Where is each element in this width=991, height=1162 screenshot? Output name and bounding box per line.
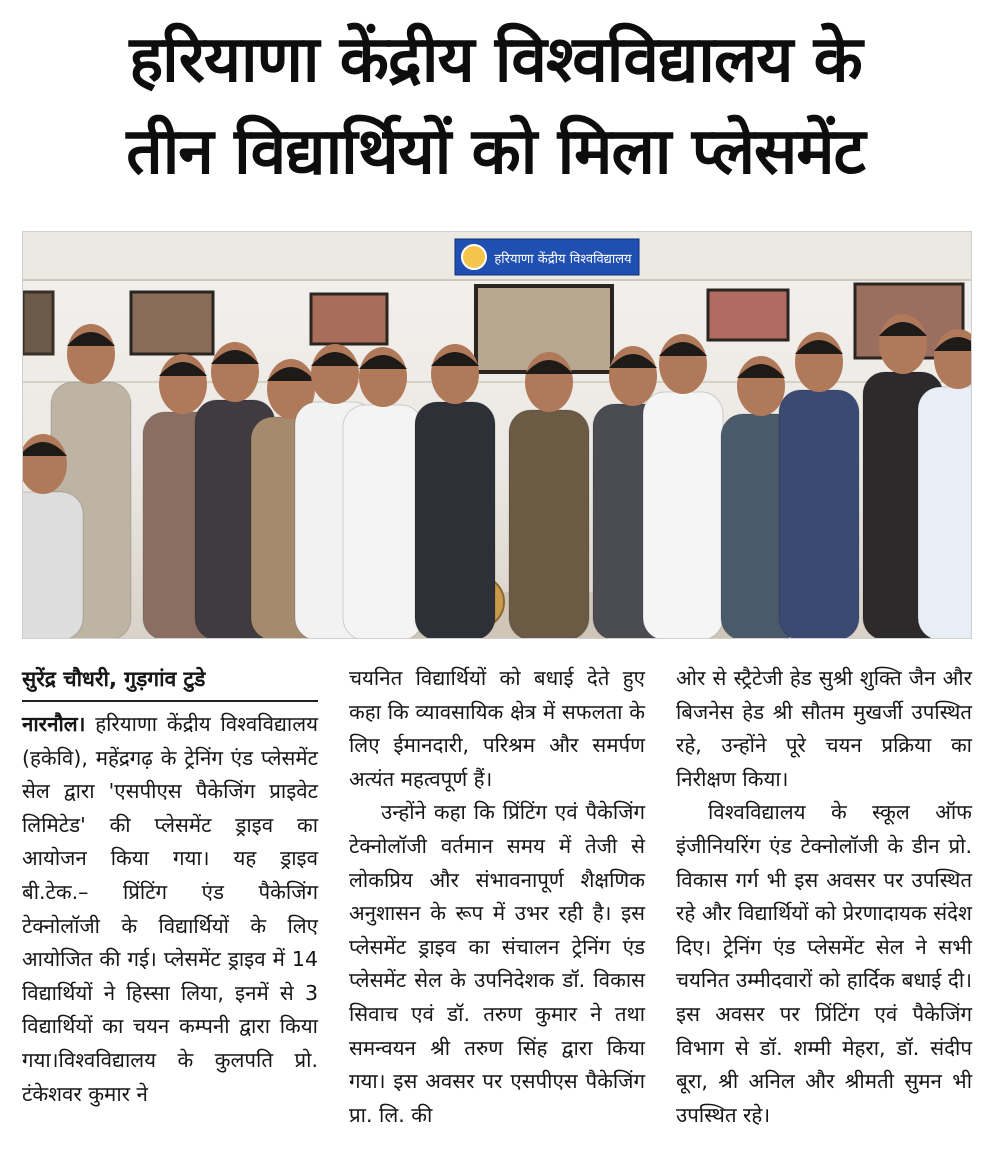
article-paragraph-2: चयनित विद्यार्थियों को बधाई देते हुए कहा कि व्यावसायिक क्षेत्र में सफलता के लिए ईमानदारी, परिश्रम और समर्पण अत्यंत महत्वपूर्ण हैं। [349, 666, 645, 791]
person-figure [415, 344, 495, 639]
byline: सुरेंद्र चौधरी, गुड़गांव टुडे [22, 662, 318, 702]
group-photo-illustration [23, 232, 972, 639]
headline-line-2: तीन विद्यार्थियों को मिला प्लेसमेंट [126, 115, 865, 189]
article-paragraph-4: ओर से स्ट्रैटेजी हेड सुश्री शुक्ति जैन और बिजनेस हेड श्री सौतम मुखर्जी उपस्थित रहे, उन्होंने पूरे चयन प्रक्रिया का निरीक्षण किया। [676, 666, 972, 791]
dateline: नारनौल। [22, 712, 86, 736]
article-paragraph-3: उन्होंने कहा कि प्रिंटिंग एवं पैकेजिंग टेक्नोलॉजी वर्तमान समय में तेजी से लोकप्रिय और संभावनापूर्ण शैक्षणिक अनुशासन के रूप में उभर रही है। इस प्लेसमेंट ड्राइव का संचालन ट्रेनिंग एंड प्लेसमेंट सेल के उपनिदेशक डॉ. विकास सिवाच एवं डॉ. तरुण कुमार ने तथा समन्वयन श्री तरुण सिंह द्वारा किया गया। इस अवसर पर एसपीएस पैकेजिंग प्रा. लि. की [349, 800, 645, 1127]
article-column-3 [676, 662, 972, 1132]
headline-line-1: हरियाणा केंद्रीय विश्वविद्यालय के [129, 23, 862, 97]
person-figure [779, 332, 859, 639]
article-paragraph-1-text: हरियाणा केंद्रीय विश्वविद्यालय (हकेवि), महेंद्रगढ़ के ट्रेनिंग एंड प्लेसमेंट सेल द्वारा 'एसपीएस पैकेजिंग प्राइवेट लिमिटेड' की प्लेसमेंट ड्राइव का आयोजन किया गया। यह ड्राइव बी.टेक.– प्रिंटिंग एंड पैकेजिंग टेक्नोलॉजी के विद्यार्थियों के लिए आयोजित की गई। प्लेसमेंट ड्राइव में 14 विद्यार्थियों ने हिस्सा लिया, इनमें से 3 विद्यार्थियों का चयन कम्पनी द्वारा किया गया।विश्वविद्यालय के कुलपति प्रो. टंकेशवर कुमार ने [22, 712, 318, 1106]
person-figure [343, 347, 423, 639]
person-figure [509, 352, 589, 639]
banner-text: हरियाणा केंद्रीय विश्वविद्यालय [494, 252, 632, 267]
article-paragraph-5: विश्वविद्यालय के स्कूल ऑफ इंजीनियरिंग एंड टेक्नोलॉजी के डीन प्रो. विकास गर्ग भी इस अवसर पर उपस्थित रहे और विद्यार्थियों को प्रेरणादायक संदेश दिए। ट्रेनिंग एंड प्लेसमेंट सेल ने सभी चयनित उम्मीदवारों को हार्दिक बधाई दी। इस अवसर पर प्रिंटिंग एवं पैकेजिंग विभाग से डॉ. शम्मी मेहरा, डॉ. संदीप बूरा, श्री अनिल और श्रीमती सुमन भी उपस्थित रहे। [676, 800, 972, 1127]
group-photo [22, 231, 972, 639]
article-paragraph-1 [22, 708, 318, 1111]
article-column-2 [349, 662, 645, 1132]
headline [0, 14, 991, 198]
article-column-1 [22, 662, 318, 1111]
